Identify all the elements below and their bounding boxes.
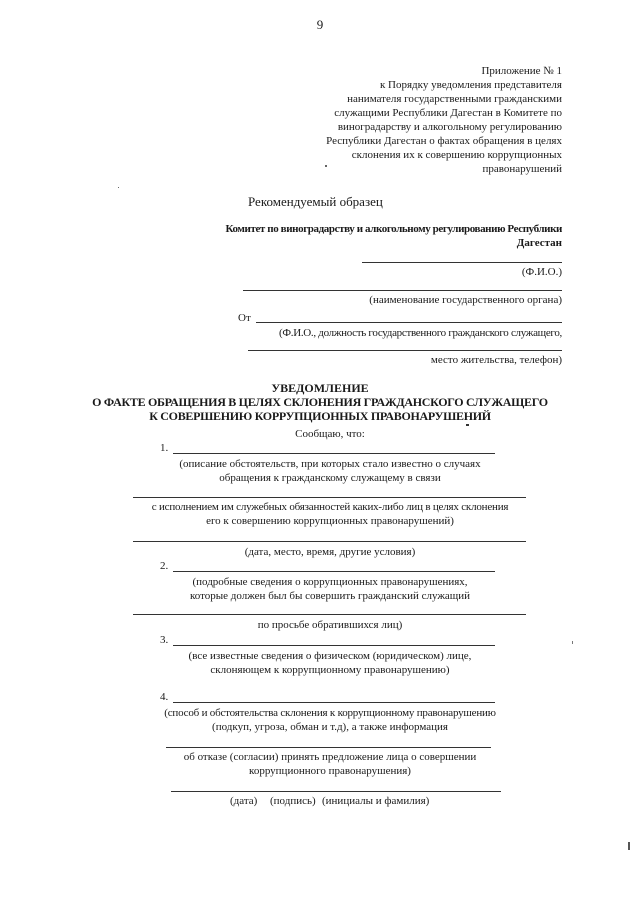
item-4-caption: (способ и обстоятельства склонения к коррупционному правонарушению	[164, 707, 496, 719]
organ-line	[243, 290, 562, 291]
appendix-line: склонения их к совершению коррупционных	[351, 149, 562, 161]
item-2-number: 2.	[160, 560, 169, 572]
residence-caption: место жительства, телефон)	[430, 354, 562, 366]
appendix-line: нанимателя государственными гражданскими	[347, 93, 562, 105]
item-2-line	[173, 571, 495, 572]
item-2-line-2	[133, 614, 526, 615]
item-4-line	[173, 702, 495, 703]
scan-speck	[628, 842, 630, 850]
item-4-number: 4.	[160, 691, 169, 703]
item-4-caption: коррупционного правонарушения)	[249, 765, 411, 777]
organ-caption: (наименование государственного органа)	[369, 294, 562, 306]
appendix-line: Приложение № 1	[481, 65, 562, 77]
signature-initials-caption: (инициалы и фамилия)	[322, 795, 430, 807]
appendix-line: к Порядку уведомления представителя	[379, 79, 562, 91]
page-number: 9	[316, 17, 324, 32]
item-4-caption: (подкуп, угроза, обман и т.д), а также информация	[212, 721, 448, 733]
signature-line	[171, 791, 501, 792]
item-1-caption: его к совершению коррупционных правонарушений)	[206, 515, 454, 527]
item-1-line-3	[133, 541, 526, 542]
item-3-line	[173, 645, 495, 646]
scan-speck	[572, 641, 573, 644]
addressee-line-1: Комитет по виноградарству и алкогольному регулированию Республики	[225, 223, 562, 235]
appendix-block	[300, 64, 562, 176]
item-1-caption: (описание обстоятельств, при которых стало известно о случаях	[179, 458, 481, 470]
scan-speck	[118, 187, 119, 188]
title-line-3: К СОВЕРШЕНИЮ КОРРУПЦИОННЫХ ПРАВОНАРУШЕНИЙ	[149, 409, 491, 423]
item-1-caption: обращения к гражданскому служащему в связи	[219, 472, 441, 484]
item-1-number: 1.	[160, 442, 169, 454]
item-4-caption: об отказе (согласии) принять предложение лица о совершении	[183, 751, 477, 763]
item-4-line-2	[166, 747, 491, 748]
title-line-1: УВЕДОМЛЕНИЕ	[271, 381, 369, 395]
item-1-line	[173, 453, 495, 454]
item-2-caption: (подробные сведения о коррупционных правонарушениях,	[192, 576, 468, 588]
recommended-sample-label: Рекомендуемый образец	[248, 194, 383, 209]
item-1-caption: (дата, место, время, другие условия)	[244, 546, 416, 558]
scan-speck	[466, 424, 469, 426]
signature-sign-caption: (подпись)	[270, 795, 316, 807]
sender-caption: (Ф.И.О., должность государственного гражданского служащего,	[278, 327, 562, 339]
item-3-caption: склоняющем к коррупционному правонарушению)	[210, 664, 450, 676]
scan-speck	[325, 165, 327, 167]
intro-text: Сообщаю, что:	[295, 428, 365, 440]
appendix-line: служащими Республики Дагестан в Комитете по	[334, 107, 562, 119]
appendix-line: правонарушений	[482, 163, 562, 175]
fio-caption: (Ф.И.О.)	[521, 266, 562, 278]
residence-line	[248, 350, 562, 351]
sender-line	[256, 322, 562, 323]
signature-date-caption: (дата)	[230, 795, 258, 807]
appendix-line: Республики Дагестан о фактах обращения в целях	[326, 135, 562, 147]
item-3-caption: (все известные сведения о физическом (юридическом) лице,	[188, 650, 472, 662]
item-2-caption: по просьбе обратившихся лиц)	[257, 619, 403, 631]
item-1-line-2	[133, 497, 526, 498]
title-line-2: О ФАКТЕ ОБРАЩЕНИЯ В ЦЕЛЯХ СКЛОНЕНИЯ ГРАЖДАНСКОГО СЛУЖАЩЕГО	[92, 395, 548, 409]
item-2-caption: которые должен был бы совершить гражданский служащий	[189, 590, 471, 602]
appendix-line: виноградарству и алкогольному регулированию	[337, 121, 562, 133]
from-label: От	[238, 312, 251, 324]
item-3-number: 3.	[160, 634, 169, 646]
item-1-caption: с исполнением им служебных обязанностей каких-либо лиц в целях склонения	[151, 501, 509, 513]
fio-line	[362, 262, 562, 263]
addressee-line-2: Дагестан	[516, 237, 562, 249]
